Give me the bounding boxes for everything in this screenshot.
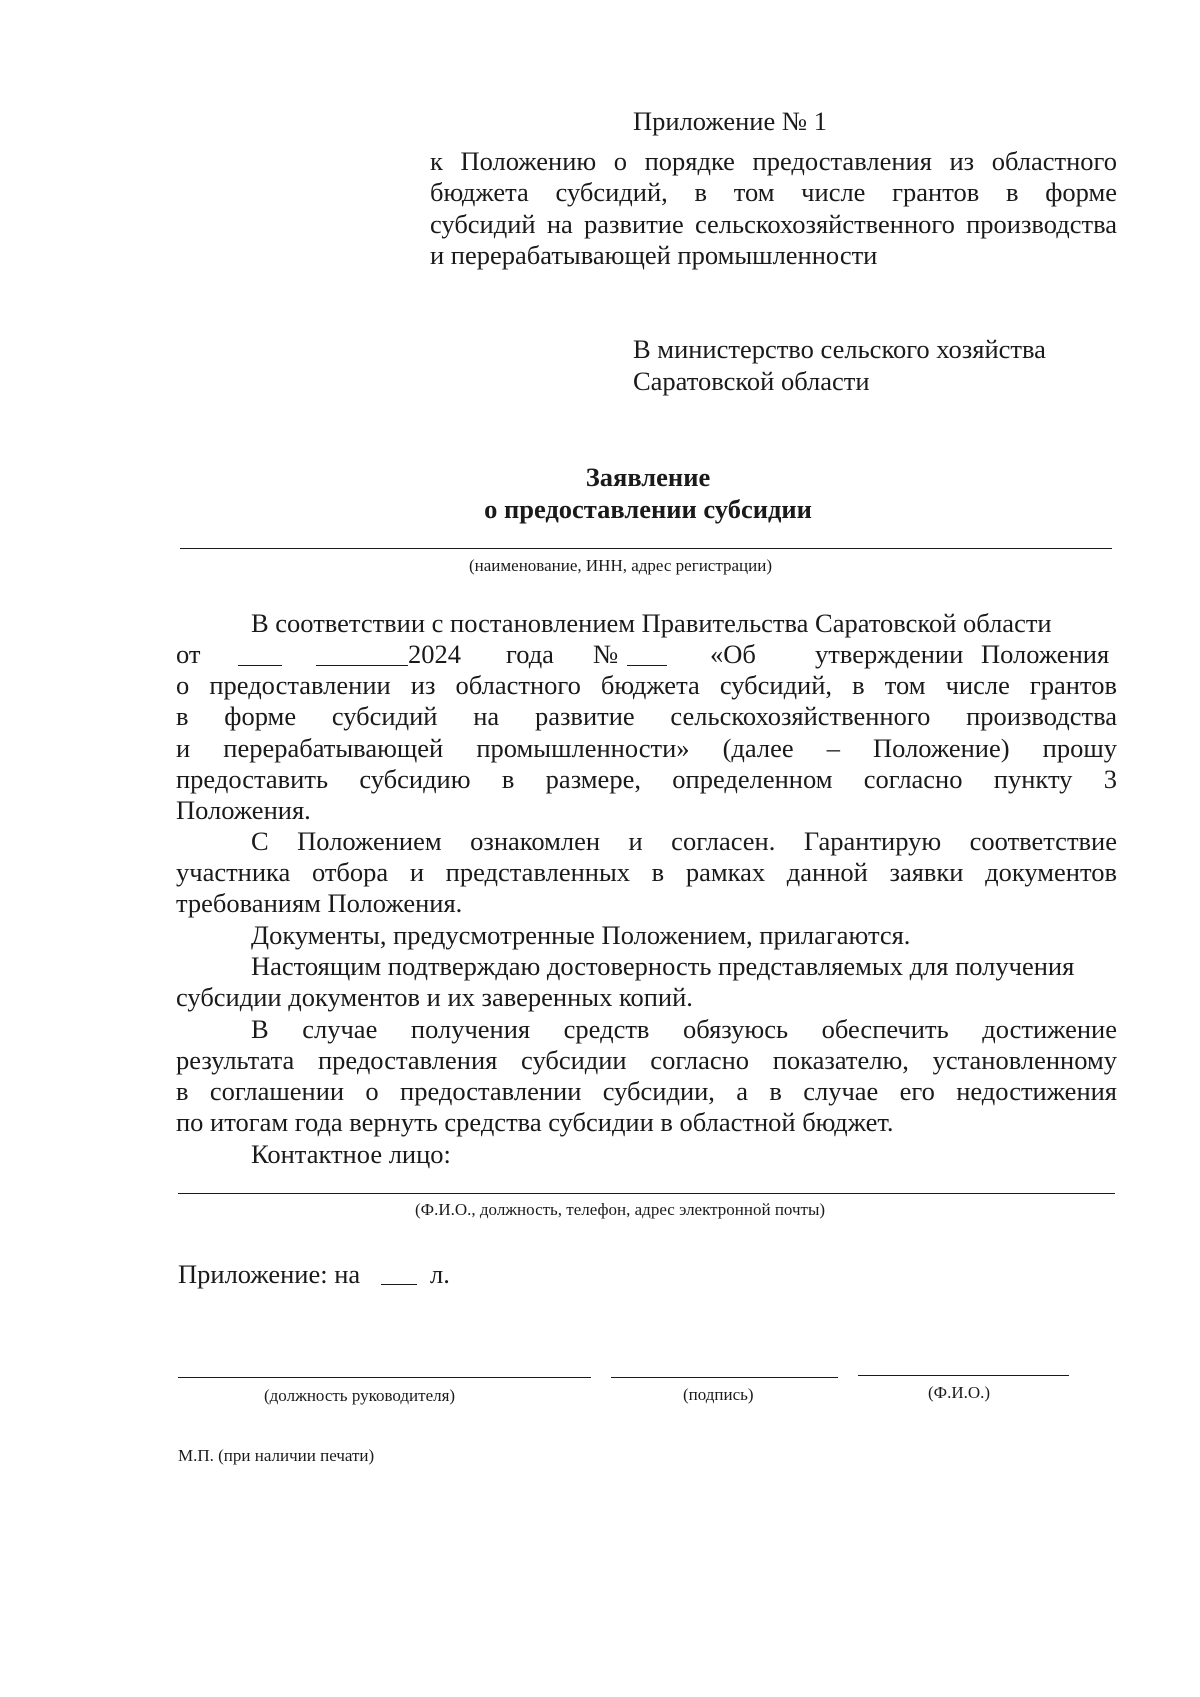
- appendix-line-3: субсидий на развитие сельскохозяйственного производства: [430, 209, 1117, 239]
- contact-line: [178, 1193, 1115, 1194]
- name-line: [858, 1375, 1069, 1376]
- date-month-blank: [316, 643, 408, 666]
- date-day-blank: [238, 643, 282, 666]
- body-p2-line-3: требованиям Положения.: [176, 888, 463, 918]
- body-p2-line-1: С Положением ознакомлен и согласен. Гарантирую соответствие: [251, 826, 1117, 856]
- appendix-line-2: бюджета субсидий, в том числе грантов в форме: [430, 177, 1117, 207]
- body-p1-line-5: и перерабатывающей промышленности» (далее – Положение) прошу: [176, 733, 1117, 763]
- body-p3: Документы, предусмотренные Положением, прилагаются.: [251, 920, 911, 950]
- attachment-line: [178, 1259, 478, 1289]
- decree-word-2: Положения: [981, 639, 1110, 669]
- attachment-suffix: л.: [430, 1259, 450, 1289]
- decree-word-1: утверждении: [815, 639, 964, 669]
- appendix-title: Приложение № 1: [633, 106, 828, 136]
- appendix-line-1: к Положению о порядке предоставления из областного: [430, 146, 1117, 176]
- body-p1-line-6: предоставить субсидию в размере, определенном согласно пункту 3: [176, 764, 1117, 794]
- heading-title: Заявление: [585, 462, 711, 492]
- body-p5-line-3: в соглашении о предоставлении субсидии, а в случае его недостижения: [176, 1076, 1117, 1106]
- attachment-pages-blank: [381, 1262, 417, 1285]
- applicant-caption: (наименование, ИНН, адрес регистрации): [469, 556, 772, 575]
- body-p2-line-2: участника отбора и представленных в рамках данной заявки документов: [176, 857, 1117, 887]
- year-word: года: [506, 639, 554, 669]
- body-p4-line-2: субсидии документов и их заверенных копий.: [176, 982, 693, 1012]
- signature-line: [611, 1377, 838, 1378]
- from-label: от: [176, 639, 201, 669]
- body-p1-line-2: [176, 639, 1117, 669]
- heading-subtitle: о предоставлении субсидии: [484, 494, 812, 524]
- attachment-prefix: Приложение: на: [178, 1259, 361, 1289]
- appendix-line-4: и перерабатывающей промышленности: [430, 240, 878, 270]
- body-p4-line-1: Настоящим подтверждаю достоверность представляемых для получения: [251, 951, 1075, 981]
- addressee-line-2: Саратовской области: [633, 366, 870, 396]
- body-p1-line-3: о предоставлении из областного бюджета субсидий, в том числе грантов: [176, 670, 1117, 700]
- body-p1-line-1: В соответствии с постановлением Правительства Саратовской области: [251, 608, 1052, 638]
- body-p5-line-4: по итогам года вернуть средства субсидии в областной бюджет.: [176, 1107, 894, 1137]
- contact-label: Контактное лицо:: [251, 1139, 451, 1169]
- name-caption: (Ф.И.О.): [928, 1383, 991, 1402]
- body-p5-line-1: В случае получения средств обязуюсь обеспечить достижение: [251, 1014, 1117, 1044]
- body-p5-line-2: результата предоставления субсидии согласно показателю, установленному: [176, 1045, 1117, 1075]
- number-sign: №: [593, 639, 619, 669]
- decree-title-start: «Об: [710, 639, 756, 669]
- body-p1-line-7: Положения.: [176, 795, 311, 825]
- addressee-line-1: В министерство сельского хозяйства: [633, 334, 1046, 364]
- applicant-line: [180, 548, 1112, 549]
- contact-caption: (Ф.И.О., должность, телефон, адрес электронной почты): [415, 1200, 826, 1219]
- seal-note: М.П. (при наличии печати): [178, 1446, 375, 1465]
- body-p1-line-4: в форме субсидий на развитие сельскохозяйственного производства: [176, 701, 1117, 731]
- number-blank: [627, 643, 667, 666]
- position-caption: (должность руководителя): [264, 1386, 456, 1405]
- year-value: 2024: [408, 639, 461, 669]
- signature-caption: (подпись): [683, 1385, 754, 1404]
- position-line: [178, 1377, 591, 1378]
